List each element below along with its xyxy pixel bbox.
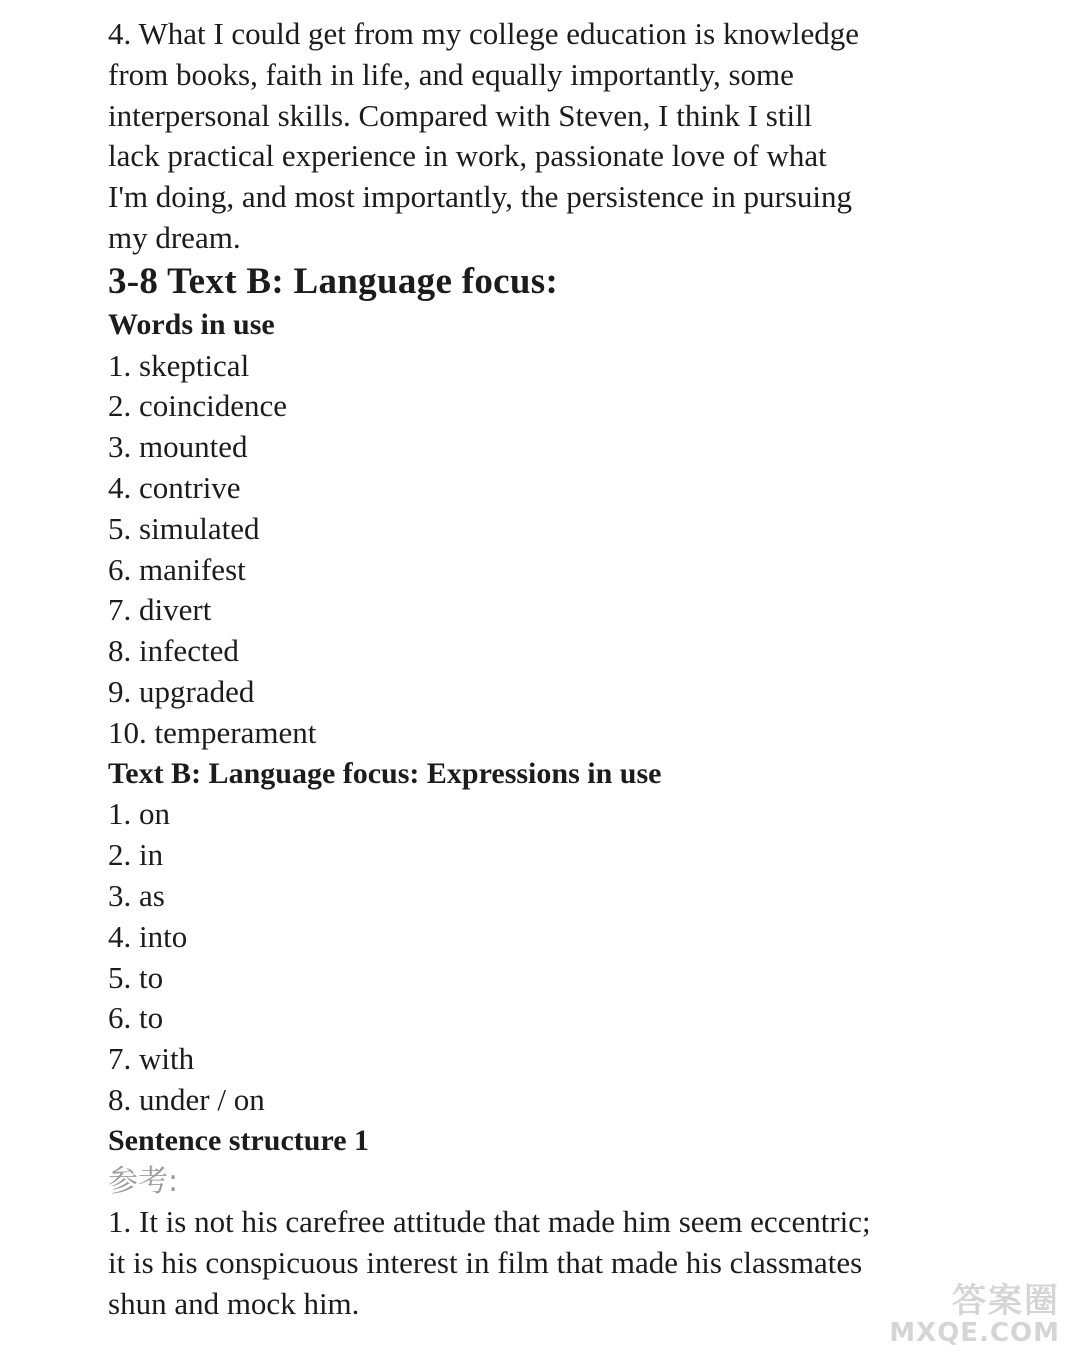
paragraph-line: shun and mock him. [108, 1285, 360, 1321]
list-item: 8. infected [108, 633, 239, 669]
paragraph-line: 1. It is not his carefree attitude that made him seem eccentric; [108, 1204, 871, 1240]
expressions-in-use-heading: Text B: Language focus: Expressions in use [108, 756, 662, 790]
list-item: 6. manifest [108, 551, 246, 587]
reference-label: 参考: [108, 1163, 179, 1199]
list-item: 3. as [108, 877, 165, 913]
list-item: 2. in [108, 837, 164, 873]
list-item: 8. under / on [108, 1081, 265, 1117]
answer-paragraph-4 [108, 14, 1008, 259]
words-in-use-list [108, 346, 1008, 754]
list-item: 7. with [108, 1041, 195, 1077]
list-item: 5. simulated [108, 510, 260, 546]
words-in-use-heading: Words in use [108, 307, 275, 341]
sentence-structure-heading: Sentence structure 1 [108, 1123, 370, 1157]
section-title: 3-8 Text B: Language focus: [108, 260, 559, 302]
list-item: 2. coincidence [108, 388, 288, 424]
paragraph-line: 4. What I could get from my college education is knowledge [108, 16, 859, 51]
list-item: 7. divert [108, 592, 212, 628]
list-item: 6. to [108, 1000, 164, 1036]
paragraph-line: from books, faith in life, and equally importantly, some [108, 56, 794, 92]
paragraph-line: lack practical experience in work, passionate love of what [108, 138, 827, 174]
list-item: 10. temperament [108, 714, 317, 750]
list-item: 4. into [108, 918, 188, 954]
watermark-url: MXQE.COM [889, 1318, 1060, 1348]
list-item: 9. upgraded [108, 673, 255, 709]
expressions-in-use-list [108, 794, 1008, 1120]
paragraph-line: interpersonal skills. Compared with Steven, I think I still [108, 97, 813, 133]
watermark-logo-text: 答案圈 [952, 1281, 1060, 1321]
list-item: 3. mounted [108, 429, 248, 465]
site-watermark [889, 1283, 1060, 1347]
paragraph-line: my dream. [108, 219, 241, 255]
list-item: 1. skeptical [108, 347, 250, 383]
document-page [108, 14, 1008, 1325]
list-item: 1. on [108, 796, 170, 832]
list-item: 4. contrive [108, 469, 241, 505]
sentence-answer [108, 1202, 1008, 1324]
paragraph-line: I'm doing, and most importantly, the persistence in pursuing [108, 179, 853, 215]
paragraph-line: it is his conspicuous interest in film that made his classmates [108, 1245, 863, 1281]
list-item: 5. to [108, 959, 164, 995]
